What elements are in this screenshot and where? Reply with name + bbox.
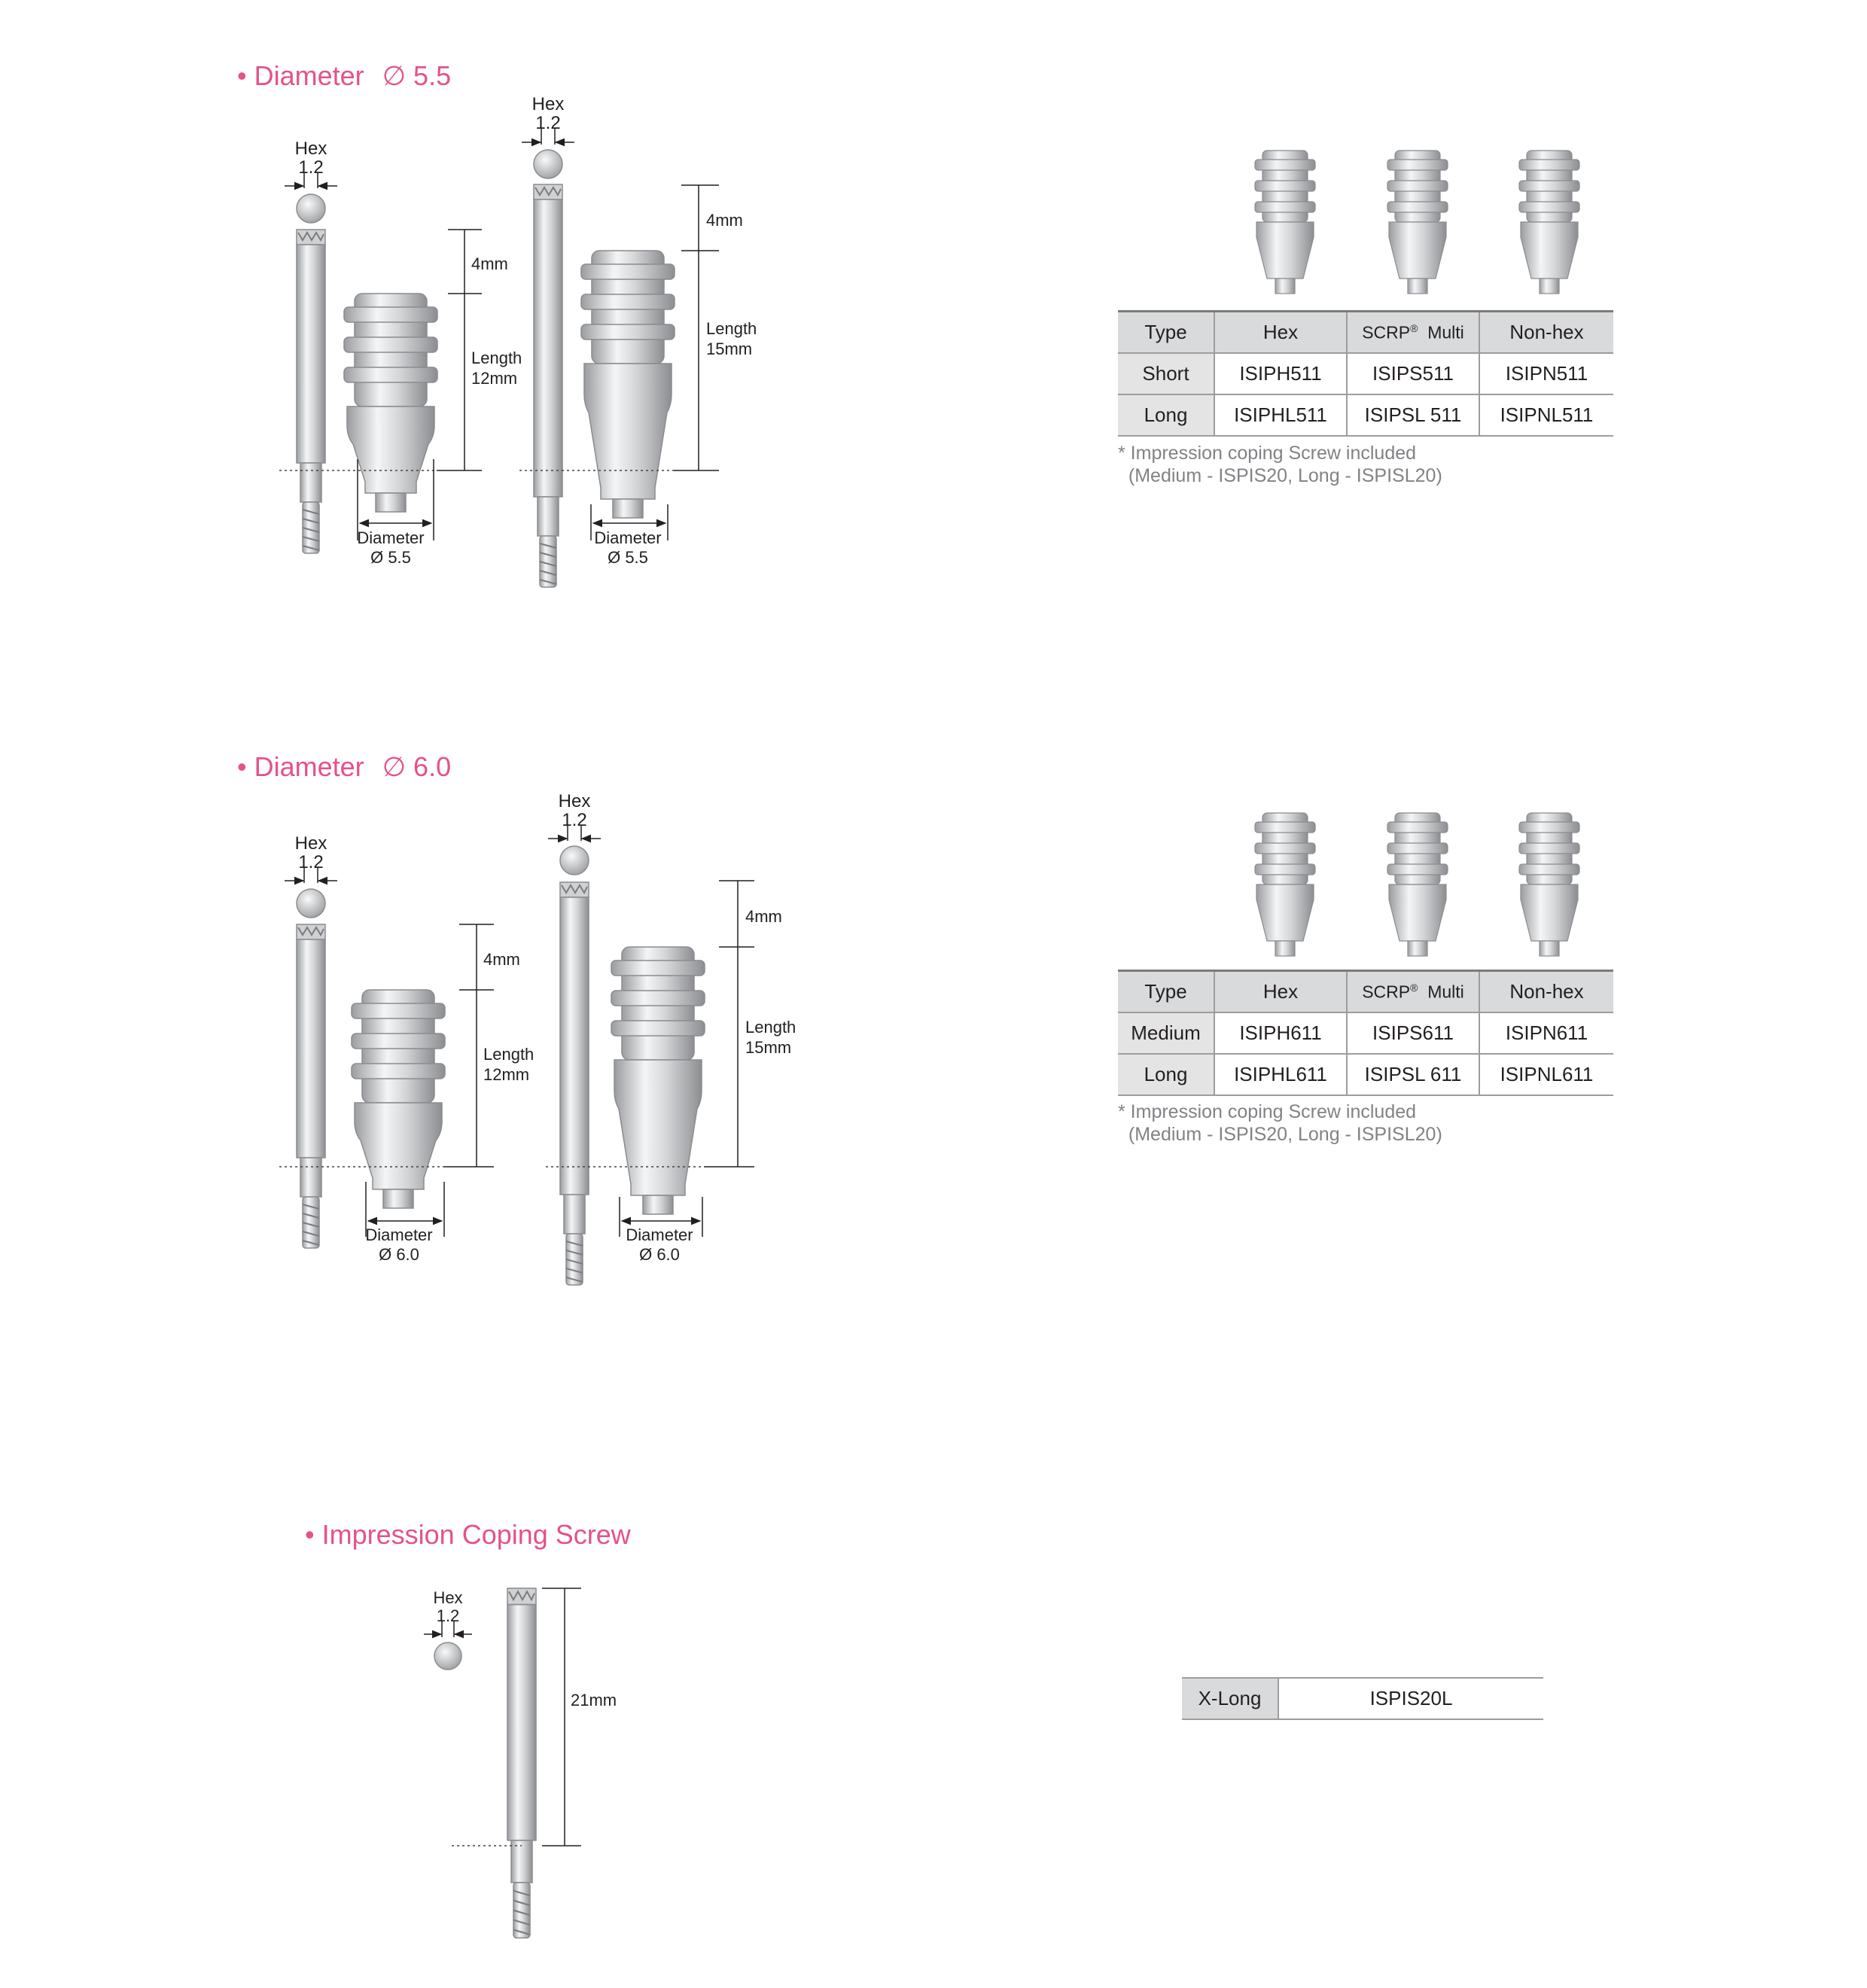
section2-spec-table — [1118, 970, 1613, 1096]
screw-spec-table — [1182, 1677, 1543, 1720]
row-type: X-Long — [1182, 1678, 1278, 1719]
cell-nonhex: ISIPNL611 — [1479, 1054, 1613, 1095]
s3-hex-icon — [434, 1642, 461, 1670]
s2-left-length-label: Length — [483, 1045, 535, 1064]
s2-right-screw — [560, 882, 589, 1285]
cell-hex: ISIPHL511 — [1214, 394, 1347, 436]
section2-heading — [237, 751, 451, 783]
s1-right-coping — [581, 251, 675, 518]
s2-right-diameter-label: Diameter — [626, 1225, 693, 1244]
table-header-row — [1118, 971, 1613, 1013]
s2-right-diameter-value: Ø 6.0 — [639, 1245, 680, 1264]
s1-right-top-dim: 4mm — [706, 211, 743, 230]
col-type: Type — [1118, 312, 1214, 354]
section1-note: * Impression coping Screw included (Medium - ISPIS20, Long - ISPISL20) — [1118, 443, 1442, 486]
col-type: Type — [1118, 971, 1214, 1013]
table-row — [1118, 353, 1613, 394]
s1-right-diameter-value: Ø 5.5 — [608, 548, 648, 567]
cell-nonhex: ISIPN511 — [1479, 353, 1613, 394]
col-hex: Hex — [1214, 312, 1347, 354]
row-type: Long — [1118, 1054, 1214, 1095]
s2-left-diameter-label: Diameter — [365, 1225, 433, 1244]
s1-thumb-scrp — [1387, 151, 1448, 294]
table-row — [1118, 1054, 1613, 1095]
s1-left-top-dim: 4mm — [471, 254, 508, 273]
s1-left-hex-icon — [297, 194, 325, 223]
s2-right-hex-icon — [560, 846, 589, 875]
col-nonhex: Non-hex — [1479, 312, 1613, 354]
row-type: Short — [1118, 353, 1214, 394]
s2-thumb-scrp — [1387, 813, 1448, 956]
screw-section-title: Impression Coping Screw — [321, 1519, 631, 1550]
s2-thumb-nonhex — [1519, 813, 1579, 956]
section2-note: * Impression coping Screw included (Medium - ISPIS20, Long - ISPISL20) — [1118, 1101, 1442, 1145]
col-scrp-multi: SCRP® Multi — [1347, 971, 1479, 1013]
screw-section-figure — [424, 1588, 617, 1938]
s3-length: 21mm — [571, 1691, 617, 1709]
cell-scrp: ISIPS611 — [1347, 1012, 1479, 1054]
s1-left-length-value: 12mm — [471, 369, 518, 388]
section1-spec-table — [1118, 310, 1613, 437]
cell-code: ISPIS20L — [1278, 1678, 1543, 1719]
cell-scrp: ISIPSL 611 — [1347, 1054, 1479, 1095]
s1-right-screw — [534, 184, 562, 587]
screw-section-bullet: • — [305, 1519, 315, 1550]
row-type: Medium — [1118, 1012, 1214, 1054]
s1-right-hex-label: Hex — [531, 94, 565, 114]
section1-title: Diameter — [254, 60, 364, 91]
s1-left-screw — [297, 230, 325, 553]
cell-hex: ISIPH611 — [1214, 1012, 1347, 1054]
s2-right-length-label: Length — [745, 1018, 796, 1037]
s1-thumb-nonhex — [1519, 151, 1579, 294]
cell-nonhex: ISIPNL511 — [1479, 394, 1613, 436]
s2-thumb-hex — [1255, 813, 1315, 956]
table-header-row — [1118, 312, 1613, 354]
s2-right-hex-value: 1.2 — [562, 810, 587, 830]
s1-right-hex-value: 1.2 — [535, 113, 561, 133]
s2-right-coping — [611, 947, 705, 1214]
s2-left-length-value: 12mm — [483, 1065, 530, 1084]
s1-right-diameter-label: Diameter — [594, 528, 662, 547]
s2-left-top-dim: 4mm — [483, 950, 520, 969]
s1-right-hex-icon — [534, 150, 562, 178]
s2-right-length-value: 15mm — [745, 1038, 792, 1057]
s1-left-length-label: Length — [471, 349, 522, 367]
screw-section-heading — [305, 1519, 631, 1551]
s2-left-hex-label: Hex — [294, 833, 327, 854]
s2-left-hex-value: 1.2 — [298, 852, 324, 872]
section1-heading — [237, 60, 451, 92]
s2-right-top-dim: 4mm — [745, 907, 782, 926]
s3-hex-label: Hex — [433, 1588, 463, 1607]
section2-title: Diameter — [254, 751, 364, 782]
s3-hex-value: 1.2 — [436, 1606, 460, 1625]
s2-left-diameter-value: Ø 6.0 — [379, 1245, 419, 1264]
s1-thumb-hex — [1255, 151, 1315, 294]
section2-bullet: • — [237, 751, 247, 782]
section2-diameter: ∅ 6.0 — [382, 751, 452, 782]
s2-left-coping — [352, 990, 445, 1208]
cell-hex: ISIPH511 — [1214, 353, 1347, 394]
s1-right-length-label: Length — [706, 319, 757, 338]
table-row — [1118, 394, 1613, 436]
cell-nonhex: ISIPN611 — [1479, 1012, 1613, 1054]
col-nonhex: Non-hex — [1479, 971, 1613, 1013]
cell-scrp: ISIPSL 511 — [1347, 394, 1479, 436]
s1-right-length-value: 15mm — [706, 339, 753, 358]
s1-left-diameter-label: Diameter — [357, 528, 425, 547]
s1-left-diameter-value: Ø 5.5 — [370, 548, 411, 567]
section1-bullet: • — [237, 60, 247, 91]
table-row — [1118, 1012, 1613, 1054]
s2-left-screw — [297, 924, 325, 1248]
cell-scrp: ISIPS511 — [1347, 353, 1479, 394]
col-hex: Hex — [1214, 971, 1347, 1013]
section1-diameter: ∅ 5.5 — [382, 60, 452, 91]
table-row — [1182, 1678, 1543, 1719]
s2-right-hex-label: Hex — [558, 791, 591, 811]
s2-left-hex-icon — [297, 889, 325, 918]
col-scrp-multi: SCRP® Multi — [1347, 312, 1479, 354]
s1-left-hex-value: 1.2 — [298, 157, 324, 178]
s3-screw — [507, 1588, 536, 1938]
s1-left-hex-label: Hex — [294, 139, 327, 159]
row-type: Long — [1118, 394, 1214, 436]
cell-hex: ISIPHL611 — [1214, 1054, 1347, 1095]
